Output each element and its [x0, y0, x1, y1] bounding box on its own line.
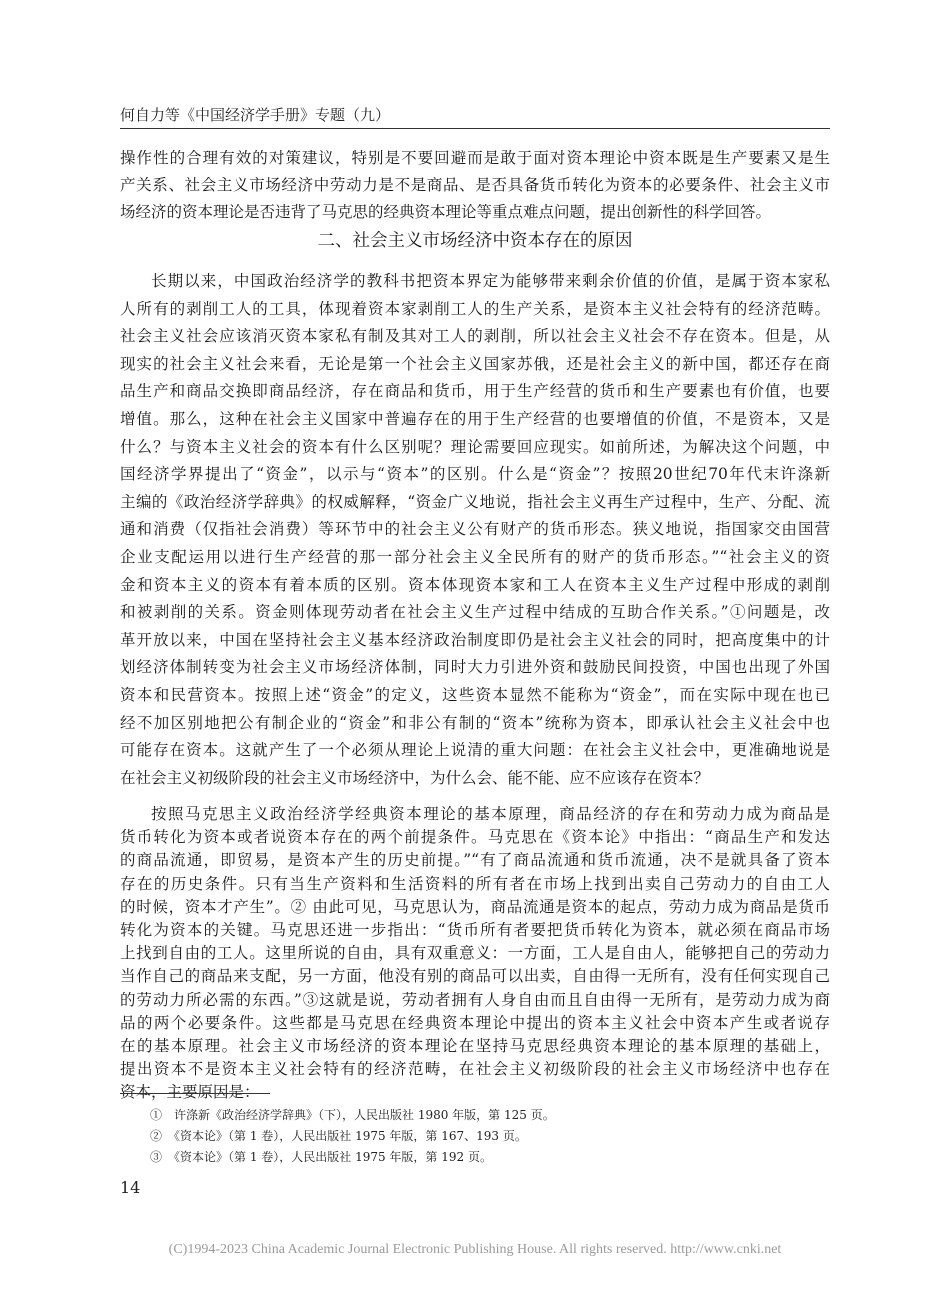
- text-line: 的劳动力所必需的东西。”③这就是说，劳动者拥有人身自由而且自由得一无所有，是劳动力成为商: [120, 990, 830, 1009]
- text-line: 企业支配运用以进行生产经营的那一部分社会主义全民所有的财产的货币形态。”“社会主义的资: [120, 548, 830, 566]
- text-line: 的商品流通，即贸易，是资本产生的历史前提。”“有了商品流通和货币流通，决不是就具备了资本: [120, 851, 830, 870]
- text-line: 的时候，资本才产生”。② 由此可见，马克思认为，商品流通是资本的起点，劳动力成为商品是货币: [120, 897, 830, 916]
- text-line: 金和资本主义的资本有着本质的区别。资本体现资本家和工人在资本主义生产过程中形成的剥削: [120, 575, 830, 594]
- text-line: 转化为资本的关键。马克思还进一步指出：“货币所有者要把货币转化为资本，就必须在商品市场: [120, 921, 830, 939]
- text-line: 提出资本不是资本主义社会特有的经济范畴，在社会主义初级阶段的社会主义市场经济中也存在: [120, 1060, 830, 1079]
- text-line: 当作自己的商品来支配，另一方面，他没有别的商品可以出卖，自由得一无所有，没有任何实现自己: [120, 967, 830, 986]
- page-number: 14: [120, 1178, 141, 1197]
- text-line: 操作性的合理有效的对策建议，特别是不要回避而是敢于面对资本理论中资本既是生产要素又是生: [120, 149, 830, 167]
- copyright-notice: (C)1994-2023 China Academic Journal Electronic Publishing House. All rights reserved. http://www.cnki.net: [168, 1242, 782, 1257]
- text-line: 可能存在资本。这就产生了一个必须从理论上说清的重大问题：在社会主义社会中，更准确地说是: [120, 741, 830, 760]
- text-line: 长期以来，中国政治经济学的教科书把资本界定为能够带来剩余价值的价值，是属于资本家私: [151, 272, 830, 290]
- running-header: 何自力等《中国经济学手册》专题（九）: [120, 106, 391, 124]
- text-line: 人所有的剥削工人的工具，体现着资本家剥削工人的生产关系，是资本主义社会特有的经济范畴。: [120, 299, 830, 318]
- text-line: 社会主义社会应该消灭资本家私有制及其对工人的剥削，所以社会主义社会不存在资本。但是，从: [120, 327, 830, 346]
- text-line: 货币转化为资本或者说资本存在的两个前提条件。马克思在《资本论》中指出：“商品生产和发达: [120, 828, 830, 847]
- text-line: 增值。那么，这种在社会主义国家中普遍存在的用于生产经营的也要增值的价值，不是资本，又是: [120, 410, 830, 428]
- text-line: 品的两个必要条件。这些都是马克思在经典资本理论中提出的资本主义社会中资本产生或者说存: [120, 1013, 830, 1032]
- text-line: 资本，主要原因是：: [120, 1083, 260, 1102]
- section-title: 二、社会主义市场经济中资本存在的原因: [317, 231, 633, 251]
- text-line: 资本和民营资本。按照上述“资金”的定义，这些资本显然不能称为“资金”，而在实际中现在也已: [120, 686, 830, 704]
- text-line: 品生产和商品交换即商品经济，存在商品和货币，用于生产经营的货币和生产要素也有价值，也要: [120, 382, 830, 401]
- text-line: 现实的社会主义社会来看，无论是第一个社会主义国家苏俄，还是社会主义的新中国，都还存在商: [120, 354, 830, 373]
- text-line: 存在的历史条件。只有当生产资料和生活资料的所有者在市场上找到出卖自己劳动力的自由工人: [120, 874, 830, 893]
- text-line: 场经济的资本理论是否违背了马克思的经典资本理论等重点难点问题，提出创新性的科学回答。: [120, 203, 772, 222]
- text-line: 产关系、社会主义市场经济中劳动力是不是商品、是否具备货币转化为资本的必要条件、社会主义市: [120, 176, 830, 195]
- text-line: 划经济体制转变为社会主义市场经济体制，同时大力引进外资和鼓励民间投资，中国也出现了外国: [120, 658, 830, 677]
- text-line: 按照马克思主义政治经济学经典资本理论的基本原理，商品经济的存在和劳动力成为商品是: [151, 805, 830, 823]
- text-line: 通和消费（仅指社会消费）等环节中的社会主义公有财产的货币形态。狭义地说，指国家交由国营: [120, 520, 830, 539]
- text-line: 在的基本原理。社会主义市场经济的资本理论在坚持马克思经典资本理论的基本原理的基础上，: [120, 1037, 830, 1055]
- header-rule: [120, 128, 830, 129]
- text-line: 经不加区别地把公有制企业的“资金”和非公有制的“资本”统称为资本，即承认社会主义社会中也: [120, 713, 830, 732]
- text-line: 和被剥削的关系。资金则体现劳动者在社会主义生产过程中结成的互助合作关系。”①问题是，改: [120, 603, 830, 622]
- text-line: 国经济学界提出了“资金”，以示与“资本”的区别。什么是“资金”？按照20世纪70年代末许涤新: [120, 465, 830, 484]
- text-line: 什么？与资本主义社会的资本有什么区别呢？理论需要回应现实。如前所述，为解决这个问题，中: [120, 437, 830, 456]
- footnote-item: ① 许涤新《政治经济学辞典》（下），人民出版社 1980 年版，第 125 页。: [150, 1108, 555, 1122]
- footnote-item: ③ 《资本论》（第 1 卷），人民出版社 1975 年版，第 192 页。: [150, 1150, 492, 1164]
- text-line: 主编的《政治经济学辞典》的权威解释，“资金广义地说，指社会主义再生产过程中，生产、分配、流: [120, 492, 830, 511]
- text-line: 革开放以来，中国在坚持社会主义基本经济政治制度即仍是社会主义社会的同时，把高度集中的计: [120, 630, 830, 649]
- footnote-rule: [120, 1093, 270, 1094]
- footnote-item: ② 《资本论》（第 1 卷），人民出版社 1975 年版，第 167、193 页。: [150, 1129, 527, 1143]
- text-line: 上找到自由的工人。这里所说的自由，具有双重意义：一方面，工人是自由人，能够把自己的劳动力: [120, 944, 830, 963]
- text-line: 在社会主义初级阶段的社会主义市场经济中，为什么会、能不能、应不应该存在资本？: [120, 768, 710, 787]
